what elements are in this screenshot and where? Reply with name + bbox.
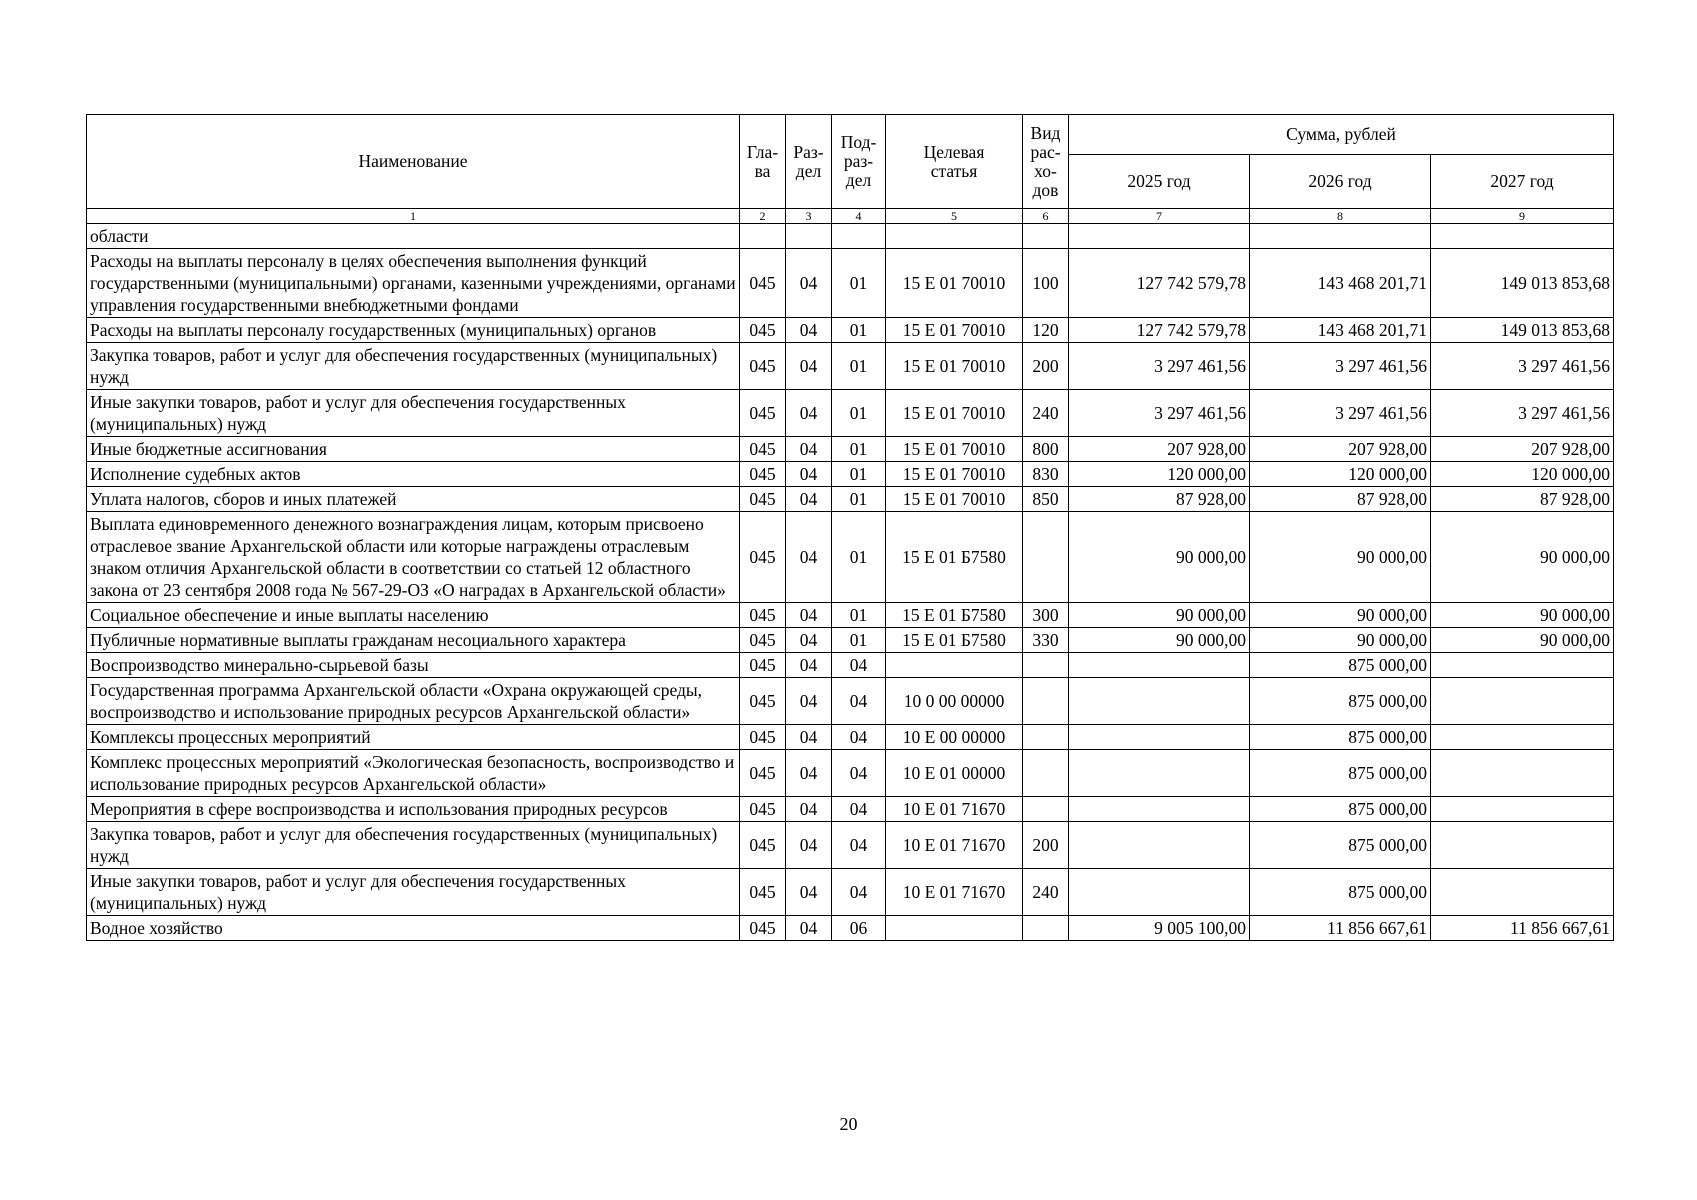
table-row xyxy=(87,869,1614,916)
row-name-cell: Уплата налогов, сборов и иных платежей xyxy=(87,487,740,512)
row-razdel-cell: 04 xyxy=(786,343,832,390)
row-name-cell: Иные закупки товаров, работ и услуг для обеспечения государственных (муниципальных) нужд xyxy=(87,869,740,916)
row-sum-2027-cell: 149 013 853,68 xyxy=(1431,249,1614,318)
row-name-cell: Закупка товаров, работ и услуг для обеспечения государственных (муниципальных) нужд xyxy=(87,343,740,390)
budget-table-page xyxy=(86,114,1613,941)
row-celevaya-cell: 15 Е 01 70010 xyxy=(886,462,1023,487)
row-vid-cell xyxy=(1023,725,1069,750)
page-number: 20 xyxy=(839,1114,858,1134)
row-celevaya-cell xyxy=(886,916,1023,941)
header-year-2027: 2027 год xyxy=(1431,155,1614,209)
row-vid-cell: 830 xyxy=(1023,462,1069,487)
row-sum-2026-cell: 3 297 461,56 xyxy=(1250,343,1431,390)
row-celevaya-cell: 15 Е 01 70010 xyxy=(886,487,1023,512)
table-row xyxy=(87,437,1614,462)
column-number: 5 xyxy=(886,209,1023,224)
column-number: 7 xyxy=(1069,209,1250,224)
row-glava-cell: 045 xyxy=(740,916,786,941)
row-sum-2026-cell: 875 000,00 xyxy=(1250,750,1431,797)
table-row xyxy=(87,916,1614,941)
row-podrazdel-cell: 04 xyxy=(832,725,886,750)
row-glava-cell: 045 xyxy=(740,653,786,678)
row-sum-2025-cell xyxy=(1069,653,1250,678)
row-sum-2026-cell: 875 000,00 xyxy=(1250,869,1431,916)
row-celevaya-cell: 15 Е 01 Б7580 xyxy=(886,512,1023,603)
row-celevaya-cell: 15 Е 01 70010 xyxy=(886,249,1023,318)
row-sum-2026-cell: 143 468 201,71 xyxy=(1250,249,1431,318)
row-celevaya-cell: 15 Е 01 Б7580 xyxy=(886,628,1023,653)
row-glava-cell: 045 xyxy=(740,512,786,603)
table-row xyxy=(87,224,1614,249)
row-sum-2026-cell: 11 856 667,61 xyxy=(1250,916,1431,941)
row-sum-2026-cell xyxy=(1250,224,1431,249)
table-row xyxy=(87,628,1614,653)
table-row xyxy=(87,462,1614,487)
header-year-2026: 2026 год xyxy=(1250,155,1431,209)
table-row xyxy=(87,487,1614,512)
column-number: 4 xyxy=(832,209,886,224)
row-sum-2027-cell xyxy=(1431,725,1614,750)
row-sum-2025-cell xyxy=(1069,822,1250,869)
table-row xyxy=(87,822,1614,869)
row-podrazdel-cell: 04 xyxy=(832,750,886,797)
row-podrazdel-cell: 04 xyxy=(832,678,886,725)
row-razdel-cell: 04 xyxy=(786,603,832,628)
row-vid-cell: 240 xyxy=(1023,869,1069,916)
row-celevaya-cell: 10 Е 01 71670 xyxy=(886,797,1023,822)
header-summa: Сумма, рублей xyxy=(1069,115,1614,155)
row-name-cell: Воспроизводство минерально-сырьевой базы xyxy=(87,653,740,678)
row-sum-2026-cell: 875 000,00 xyxy=(1250,653,1431,678)
row-celevaya-cell: 10 Е 01 71670 xyxy=(886,822,1023,869)
row-podrazdel-cell: 04 xyxy=(832,822,886,869)
budget-table xyxy=(86,114,1614,941)
row-sum-2025-cell: 90 000,00 xyxy=(1069,512,1250,603)
row-sum-2026-cell: 875 000,00 xyxy=(1250,822,1431,869)
row-name-cell: области xyxy=(87,224,740,249)
row-sum-2027-cell xyxy=(1431,653,1614,678)
row-podrazdel-cell: 01 xyxy=(832,628,886,653)
row-razdel-cell: 04 xyxy=(786,725,832,750)
row-podrazdel-cell: 01 xyxy=(832,318,886,343)
row-vid-cell xyxy=(1023,797,1069,822)
header-year-2025: 2025 год xyxy=(1069,155,1250,209)
header-podrazdel: Под- раз- дел xyxy=(832,115,886,209)
row-glava-cell: 045 xyxy=(740,343,786,390)
row-sum-2027-cell: 207 928,00 xyxy=(1431,437,1614,462)
row-name-cell: Закупка товаров, работ и услуг для обеспечения государственных (муниципальных) нужд xyxy=(87,822,740,869)
row-razdel-cell: 04 xyxy=(786,318,832,343)
row-name-cell: Исполнение судебных актов xyxy=(87,462,740,487)
row-glava-cell xyxy=(740,224,786,249)
row-name-cell: Расходы на выплаты персоналу государственных (муниципальных) органов xyxy=(87,318,740,343)
row-sum-2025-cell: 9 005 100,00 xyxy=(1069,916,1250,941)
table-row xyxy=(87,512,1614,603)
column-number: 3 xyxy=(786,209,832,224)
row-sum-2025-cell xyxy=(1069,725,1250,750)
row-sum-2025-cell xyxy=(1069,750,1250,797)
row-sum-2026-cell: 90 000,00 xyxy=(1250,512,1431,603)
table-row xyxy=(87,603,1614,628)
row-sum-2025-cell xyxy=(1069,869,1250,916)
row-celevaya-cell xyxy=(886,224,1023,249)
column-number: 6 xyxy=(1023,209,1069,224)
row-razdel-cell: 04 xyxy=(786,869,832,916)
row-sum-2027-cell xyxy=(1431,678,1614,725)
row-sum-2025-cell: 90 000,00 xyxy=(1069,603,1250,628)
row-vid-cell xyxy=(1023,750,1069,797)
row-glava-cell: 045 xyxy=(740,750,786,797)
row-vid-cell xyxy=(1023,224,1069,249)
table-row xyxy=(87,390,1614,437)
row-podrazdel-cell: 01 xyxy=(832,390,886,437)
row-vid-cell xyxy=(1023,653,1069,678)
row-sum-2025-cell: 127 742 579,78 xyxy=(1069,249,1250,318)
column-number: 1 xyxy=(87,209,740,224)
row-sum-2025-cell: 120 000,00 xyxy=(1069,462,1250,487)
row-sum-2025-cell xyxy=(1069,224,1250,249)
row-glava-cell: 045 xyxy=(740,487,786,512)
row-sum-2027-cell: 90 000,00 xyxy=(1431,603,1614,628)
table-row xyxy=(87,797,1614,822)
row-sum-2026-cell: 87 928,00 xyxy=(1250,487,1431,512)
row-glava-cell: 045 xyxy=(740,249,786,318)
table-body xyxy=(87,224,1614,941)
row-glava-cell: 045 xyxy=(740,822,786,869)
row-name-cell: Мероприятия в сфере воспроизводства и использования природных ресурсов xyxy=(87,797,740,822)
row-sum-2026-cell: 143 468 201,71 xyxy=(1250,318,1431,343)
table-row xyxy=(87,725,1614,750)
row-razdel-cell: 04 xyxy=(786,916,832,941)
row-celevaya-cell: 15 Е 01 Б7580 xyxy=(886,603,1023,628)
row-sum-2025-cell: 87 928,00 xyxy=(1069,487,1250,512)
column-number: 2 xyxy=(740,209,786,224)
row-sum-2026-cell: 875 000,00 xyxy=(1250,725,1431,750)
row-vid-cell: 850 xyxy=(1023,487,1069,512)
row-celevaya-cell xyxy=(886,653,1023,678)
column-numbers-row xyxy=(87,209,1614,224)
row-razdel-cell: 04 xyxy=(786,678,832,725)
row-sum-2027-cell: 90 000,00 xyxy=(1431,512,1614,603)
row-sum-2026-cell: 875 000,00 xyxy=(1250,797,1431,822)
row-celevaya-cell: 10 Е 01 00000 xyxy=(886,750,1023,797)
header-name: Наименование xyxy=(87,115,740,209)
table-row xyxy=(87,750,1614,797)
column-number: 9 xyxy=(1431,209,1614,224)
row-podrazdel-cell xyxy=(832,224,886,249)
row-name-cell: Комплекс процессных мероприятий «Экологическая безопасность, воспроизводство и использование природных ресурсов Архангельской области» xyxy=(87,750,740,797)
row-vid-cell xyxy=(1023,916,1069,941)
row-sum-2025-cell xyxy=(1069,797,1250,822)
row-glava-cell: 045 xyxy=(740,869,786,916)
row-sum-2027-cell: 3 297 461,56 xyxy=(1431,390,1614,437)
row-sum-2025-cell: 3 297 461,56 xyxy=(1069,343,1250,390)
table-row xyxy=(87,249,1614,318)
row-glava-cell: 045 xyxy=(740,318,786,343)
row-sum-2025-cell: 90 000,00 xyxy=(1069,628,1250,653)
row-sum-2027-cell: 120 000,00 xyxy=(1431,462,1614,487)
row-celevaya-cell: 15 Е 01 70010 xyxy=(886,437,1023,462)
row-vid-cell: 300 xyxy=(1023,603,1069,628)
row-glava-cell: 045 xyxy=(740,603,786,628)
row-vid-cell: 100 xyxy=(1023,249,1069,318)
row-vid-cell xyxy=(1023,512,1069,603)
row-sum-2027-cell xyxy=(1431,869,1614,916)
table-row xyxy=(87,678,1614,725)
row-razdel-cell: 04 xyxy=(786,462,832,487)
row-celevaya-cell: 10 0 00 00000 xyxy=(886,678,1023,725)
row-sum-2025-cell: 127 742 579,78 xyxy=(1069,318,1250,343)
row-razdel-cell: 04 xyxy=(786,437,832,462)
row-razdel-cell: 04 xyxy=(786,628,832,653)
row-podrazdel-cell: 01 xyxy=(832,512,886,603)
row-podrazdel-cell: 04 xyxy=(832,869,886,916)
row-podrazdel-cell: 06 xyxy=(832,916,886,941)
row-glava-cell: 045 xyxy=(740,437,786,462)
header-glava: Гла- ва xyxy=(740,115,786,209)
row-vid-cell: 800 xyxy=(1023,437,1069,462)
row-razdel-cell: 04 xyxy=(786,750,832,797)
row-name-cell: Социальное обеспечение и иные выплаты населению xyxy=(87,603,740,628)
table-row xyxy=(87,318,1614,343)
row-podrazdel-cell: 01 xyxy=(832,487,886,512)
row-name-cell: Государственная программа Архангельской области «Охрана окружающей среды, воспроизводство и использование природных ресурсов Архангельской области» xyxy=(87,678,740,725)
column-number: 8 xyxy=(1250,209,1431,224)
row-glava-cell: 045 xyxy=(740,797,786,822)
row-sum-2026-cell: 90 000,00 xyxy=(1250,628,1431,653)
row-sum-2026-cell: 90 000,00 xyxy=(1250,603,1431,628)
table-row xyxy=(87,343,1614,390)
row-podrazdel-cell: 01 xyxy=(832,437,886,462)
row-podrazdel-cell: 01 xyxy=(832,603,886,628)
row-vid-cell: 330 xyxy=(1023,628,1069,653)
row-name-cell: Иные бюджетные ассигнования xyxy=(87,437,740,462)
row-podrazdel-cell: 01 xyxy=(832,343,886,390)
row-sum-2027-cell xyxy=(1431,797,1614,822)
row-razdel-cell xyxy=(786,224,832,249)
row-vid-cell xyxy=(1023,678,1069,725)
row-glava-cell: 045 xyxy=(740,390,786,437)
row-name-cell: Выплата единовременного денежного вознаграждения лицам, которым присвоено отраслевое звание Архангельской области или которые награждены отраслевым знаком отличия Архангельской области в соответствии со статьей 12 областного закона от 23 сентября 2008 года № 567-29-ОЗ «О наградах в Архангельской области» xyxy=(87,512,740,603)
row-celevaya-cell: 15 Е 01 70010 xyxy=(886,343,1023,390)
row-podrazdel-cell: 01 xyxy=(832,249,886,318)
row-name-cell: Публичные нормативные выплаты гражданам несоциального характера xyxy=(87,628,740,653)
row-razdel-cell: 04 xyxy=(786,822,832,869)
row-name-cell: Расходы на выплаты персоналу в целях обеспечения выполнения функций государственными (муниципальными) органами, казенными учреждениями, органами управления государственными внебюджетными фондами xyxy=(87,249,740,318)
row-vid-cell: 200 xyxy=(1023,822,1069,869)
header-vid-rashodov: Вид рас- хо- дов xyxy=(1023,115,1069,209)
row-glava-cell: 045 xyxy=(740,725,786,750)
row-glava-cell: 045 xyxy=(740,678,786,725)
row-glava-cell: 045 xyxy=(740,628,786,653)
row-razdel-cell: 04 xyxy=(786,487,832,512)
row-sum-2025-cell: 3 297 461,56 xyxy=(1069,390,1250,437)
header-razdel: Раз- дел xyxy=(786,115,832,209)
table-row xyxy=(87,653,1614,678)
row-sum-2026-cell: 120 000,00 xyxy=(1250,462,1431,487)
row-sum-2027-cell xyxy=(1431,822,1614,869)
row-glava-cell: 045 xyxy=(740,462,786,487)
row-razdel-cell: 04 xyxy=(786,797,832,822)
row-sum-2027-cell xyxy=(1431,750,1614,797)
row-celevaya-cell: 10 Е 00 00000 xyxy=(886,725,1023,750)
row-sum-2025-cell: 207 928,00 xyxy=(1069,437,1250,462)
row-sum-2027-cell: 90 000,00 xyxy=(1431,628,1614,653)
row-podrazdel-cell: 04 xyxy=(832,653,886,678)
row-vid-cell: 120 xyxy=(1023,318,1069,343)
row-vid-cell: 200 xyxy=(1023,343,1069,390)
row-razdel-cell: 04 xyxy=(786,653,832,678)
row-celevaya-cell: 15 Е 01 70010 xyxy=(886,318,1023,343)
row-celevaya-cell: 10 Е 01 71670 xyxy=(886,869,1023,916)
row-sum-2027-cell: 3 297 461,56 xyxy=(1431,343,1614,390)
row-sum-2026-cell: 875 000,00 xyxy=(1250,678,1431,725)
row-razdel-cell: 04 xyxy=(786,390,832,437)
row-podrazdel-cell: 01 xyxy=(832,462,886,487)
row-sum-2026-cell: 3 297 461,56 xyxy=(1250,390,1431,437)
row-name-cell: Иные закупки товаров, работ и услуг для обеспечения государственных (муниципальных) нужд xyxy=(87,390,740,437)
row-celevaya-cell: 15 Е 01 70010 xyxy=(886,390,1023,437)
row-sum-2027-cell: 11 856 667,61 xyxy=(1431,916,1614,941)
row-sum-2027-cell: 87 928,00 xyxy=(1431,487,1614,512)
row-sum-2027-cell: 149 013 853,68 xyxy=(1431,318,1614,343)
row-razdel-cell: 04 xyxy=(786,249,832,318)
header-celevaya-statya: Целевая статья xyxy=(886,115,1023,209)
row-sum-2027-cell xyxy=(1431,224,1614,249)
row-sum-2025-cell xyxy=(1069,678,1250,725)
row-name-cell: Водное хозяйство xyxy=(87,916,740,941)
row-vid-cell: 240 xyxy=(1023,390,1069,437)
row-razdel-cell: 04 xyxy=(786,512,832,603)
row-podrazdel-cell: 04 xyxy=(832,797,886,822)
row-sum-2026-cell: 207 928,00 xyxy=(1250,437,1431,462)
row-name-cell: Комплексы процессных мероприятий xyxy=(87,725,740,750)
